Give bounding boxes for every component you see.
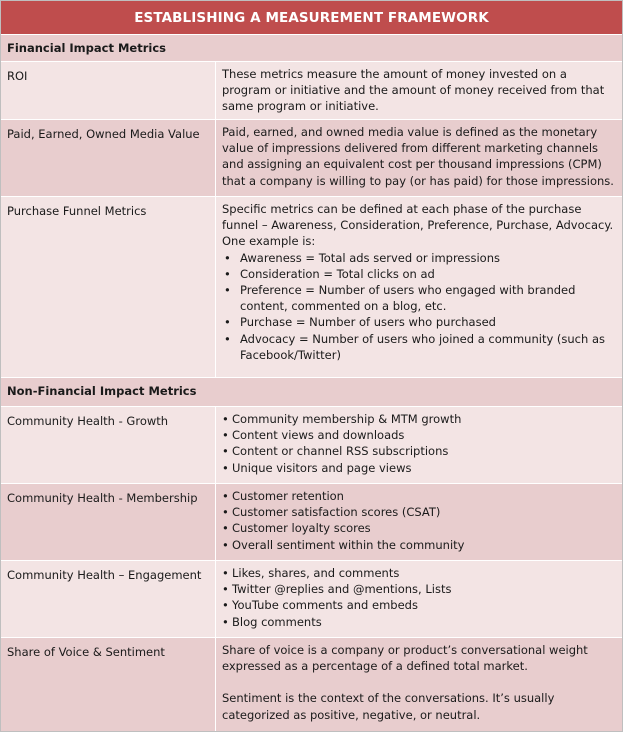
list-item: • Content views and downloads bbox=[222, 428, 405, 443]
row-description: These metrics measure the amount of money invested on a program or initiative and the amount of money received from that same program or initiative. bbox=[222, 67, 605, 114]
list-item: • Community membership & MTM growth bbox=[222, 412, 462, 426]
share-of-voice-text: Share of voice is a company or product’s conversational weight expressed as a percentage of a defined total market. bbox=[222, 643, 588, 674]
table-row-community-membership bbox=[1, 484, 622, 561]
table-row-community-growth bbox=[1, 407, 622, 484]
list-item: • YouTube comments and embeds bbox=[222, 598, 418, 613]
row-description: Specific metrics can be defined at each phase of the purchase funnel – Awareness, Consideration, Preference, Purchase, Advocacy. One example is: bbox=[222, 202, 614, 249]
list-item: • Customer satisfaction scores (CSAT) bbox=[222, 505, 441, 520]
row-description: Paid, earned, and owned media value is defined as the monetary value of impressions delivered from different marketing channels and assigning an equivalent cost per thousand impressions (CPM) that a company is willing to pay (or has paid) for those impressions. bbox=[222, 125, 614, 188]
engagement-bullet-list bbox=[222, 565, 616, 630]
table-row-media-value bbox=[1, 120, 622, 197]
membership-bullet-list bbox=[222, 488, 616, 553]
list-item: • Consideration = Total clicks on ad bbox=[224, 266, 435, 281]
row-label: ROI bbox=[7, 69, 28, 83]
list-item: • Overall sentiment within the community bbox=[222, 537, 465, 552]
row-label: Share of Voice & Sentiment bbox=[7, 645, 165, 659]
funnel-bullet-list bbox=[222, 250, 616, 363]
list-item: • Purchase = Number of users who purchased bbox=[224, 315, 496, 330]
section-title: Non-Financial Impact Metrics bbox=[7, 384, 197, 398]
table-row-roi bbox=[1, 62, 622, 120]
list-item: • Preference = Number of users who engaged with branded content, commented on a blog, etc. bbox=[224, 283, 576, 314]
row-label: Community Health – Engagement bbox=[7, 568, 202, 582]
list-item: • Advocacy = Number of users who joined a community (such as Facebook/Twitter) bbox=[224, 331, 605, 362]
row-label: Community Health - Growth bbox=[7, 414, 169, 428]
list-item: • Customer loyalty scores bbox=[222, 521, 371, 536]
row-label: Purchase Funnel Metrics bbox=[7, 204, 147, 218]
list-item: • Content or channel RSS subscriptions bbox=[222, 444, 449, 459]
table-row-share-of-voice bbox=[1, 638, 622, 731]
row-label: Paid, Earned, Owned Media Value bbox=[7, 127, 200, 141]
row-label: Community Health - Membership bbox=[7, 491, 198, 505]
growth-bullet-list bbox=[222, 411, 616, 476]
section-header-non-financial bbox=[1, 378, 622, 407]
sentiment-text: Sentiment is the context of the conversations. It’s usually categorized as positive, negative, or neutral. bbox=[222, 691, 555, 722]
list-item: • Blog comments bbox=[222, 614, 322, 629]
list-item: • Likes, shares, and comments bbox=[222, 566, 400, 580]
section-title: Financial Impact Metrics bbox=[7, 41, 166, 55]
list-item: • Customer retention bbox=[222, 489, 344, 503]
table-row-purchase-funnel bbox=[1, 197, 622, 378]
section-header-financial bbox=[1, 35, 622, 62]
table-title: ESTABLISHING A MEASUREMENT FRAMEWORK bbox=[1, 1, 622, 35]
list-item: • Twitter @replies and @mentions, Lists bbox=[222, 582, 452, 597]
table-row-community-engagement bbox=[1, 561, 622, 638]
list-item: • Awareness = Total ads served or impressions bbox=[224, 250, 500, 265]
list-item: • Unique visitors and page views bbox=[222, 460, 412, 475]
